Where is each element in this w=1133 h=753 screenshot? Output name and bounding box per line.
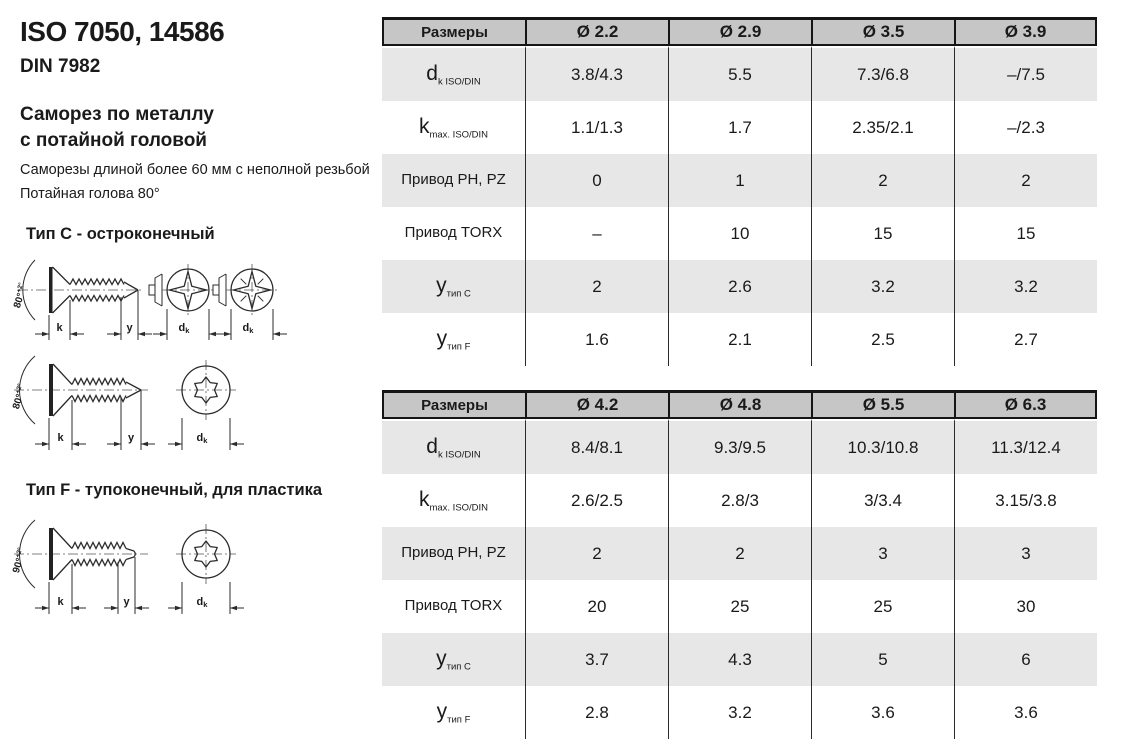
row-label-symbol: y (436, 699, 448, 723)
table-cell: 3.2 (811, 260, 954, 313)
row-label-symbol: k (418, 487, 430, 511)
k-dimension-label: k (57, 596, 64, 608)
row-label (382, 313, 525, 366)
table-cell: 25 (668, 580, 811, 633)
row-label (382, 527, 525, 580)
row-label-symbol: d (426, 61, 438, 85)
table-cell: 2.8/3 (668, 474, 811, 527)
column-header: Ø 4.8 (668, 390, 811, 419)
column-header: Ø 2.9 (668, 17, 811, 46)
product-name-line1: Саморез по металлу (20, 104, 214, 125)
thread-bottom (72, 396, 126, 402)
description-line1: Саморезы длиной более 60 мм с неполной резьбой (20, 162, 370, 178)
table-row (382, 101, 1097, 154)
table-cell: 0 (525, 154, 668, 207)
table-row (382, 207, 1097, 260)
head-profile (213, 274, 226, 306)
table-cell: 9.3/9.5 (668, 419, 811, 474)
table-cell: 2.35/2.1 (811, 101, 954, 154)
angle-label: 90°$^{+2^\circ}$ (11, 546, 26, 575)
arrow-icon (273, 332, 280, 336)
table-cell: –/2.3 (954, 101, 1097, 154)
table-cell: 2 (525, 260, 668, 313)
table-cell: –/7.5 (954, 46, 1097, 101)
table-cell: 5 (811, 633, 954, 686)
dimensions-table-large (382, 390, 1097, 739)
table-cell: 4.3 (668, 633, 811, 686)
arrow-icon (230, 442, 237, 446)
table-cell: 10.3/10.8 (811, 419, 954, 474)
arrow-icon (111, 606, 118, 610)
column-header: Ø 5.5 (811, 390, 954, 419)
y-dimension-label: y (123, 596, 130, 608)
table-cell: 25 (811, 580, 954, 633)
thread-bottom (70, 296, 124, 302)
column-header: Ø 2.2 (525, 17, 668, 46)
row-label (382, 633, 525, 686)
arrow-icon (175, 606, 182, 610)
table-cell: 6 (954, 633, 1097, 686)
thread-top (70, 279, 124, 285)
row-label-subscript: тип C (446, 288, 471, 300)
column-header: Размеры (382, 17, 525, 46)
type-c-screw-drawing-ph-pz (12, 257, 292, 345)
type-f-heading: Тип F - тупоконечный, для пластика (26, 481, 323, 499)
type-c-heading: Тип C - остроконечный (26, 225, 215, 243)
table-cell: 1 (668, 154, 811, 207)
row-label-subscript: тип F (447, 714, 471, 726)
table-cell: 3.6 (811, 686, 954, 739)
table-cell: 20 (525, 580, 668, 633)
arrow-icon (42, 442, 49, 446)
row-label-subscript: тип F (447, 341, 471, 353)
table-cell: 3/3.4 (811, 474, 954, 527)
arrow-icon (72, 442, 79, 446)
arrow-icon (70, 332, 77, 336)
table-cell: 3 (811, 527, 954, 580)
table-row (382, 527, 1097, 580)
description-line2: Потайная голова 80° (20, 186, 160, 202)
table-row (382, 686, 1097, 739)
dk-dimension-label: dk (196, 432, 208, 445)
column-header: Ø 3.9 (954, 17, 1097, 46)
dimensions-table-small (382, 17, 1097, 366)
table-cell: 3.15/3.8 (954, 474, 1097, 527)
screw-head-face (49, 528, 53, 580)
table-cell: 5.5 (668, 46, 811, 101)
row-label (382, 207, 525, 260)
table-cell: 2.6 (668, 260, 811, 313)
row-label-symbol: k (418, 114, 430, 138)
table-cell: 11.3/12.4 (954, 419, 1097, 474)
table-cell: 3.2 (954, 260, 1097, 313)
table-cell: 10 (668, 207, 811, 260)
dk-dimension-lines (168, 582, 244, 614)
thread-top (72, 379, 126, 385)
arrow-icon (138, 332, 145, 336)
y-dimension-label: y (126, 322, 133, 334)
row-label-symbol: y (436, 273, 447, 297)
screw-head-face (49, 267, 53, 313)
row-label-symbol: Привод PH, PZ (401, 544, 506, 562)
table-cell: 1.1/1.3 (525, 101, 668, 154)
table-cell: 2 (525, 527, 668, 580)
row-label (382, 46, 525, 101)
table-cell: 2.1 (668, 313, 811, 366)
column-header: Ø 4.2 (525, 390, 668, 419)
row-label-subscript: k ISO/DIN (437, 76, 481, 88)
table-cell: 2.8 (525, 686, 668, 739)
arrow-icon (72, 606, 79, 610)
table-cell: 15 (811, 207, 954, 260)
column-header: Ø 6.3 (954, 390, 1097, 419)
row-label (382, 580, 525, 633)
y-dimension-label: y (127, 432, 135, 444)
row-label-subscript: тип C (446, 661, 471, 673)
table-cell: 2.5 (811, 313, 954, 366)
table-cell: 3.2 (668, 686, 811, 739)
table-cell: 30 (954, 580, 1097, 633)
table-cell: 2.7 (954, 313, 1097, 366)
table-cell: 3 (954, 527, 1097, 580)
type-f-screw-drawing-torx (10, 516, 250, 618)
row-label-symbol: Привод TORX (404, 224, 503, 242)
table-cell: 15 (954, 207, 1097, 260)
din-standard-subtitle: DIN 7982 (20, 56, 101, 77)
arrow-icon (42, 606, 49, 610)
row-label (382, 154, 525, 207)
table-cell: 3.7 (525, 633, 668, 686)
table-cell: 2 (811, 154, 954, 207)
row-label-subscript: max. ISO/DIN (429, 129, 489, 141)
table-row (382, 313, 1097, 366)
screw-head-face (49, 364, 53, 416)
head-profile (149, 274, 162, 306)
arrow-icon (135, 606, 142, 610)
table-cell: 2 (668, 527, 811, 580)
k-dimension-label: k (56, 322, 63, 334)
table-row (382, 260, 1097, 313)
table-cell: 3.6 (954, 686, 1097, 739)
arrow-icon (224, 332, 231, 336)
product-name (20, 102, 214, 154)
row-label-symbol: Привод PH, PZ (401, 171, 506, 189)
dk-dimension-label: dk (196, 596, 208, 609)
dk-dimension-label: dk (242, 322, 254, 335)
arrow-icon (175, 442, 182, 446)
row-label (382, 260, 525, 313)
row-label-symbol: y (436, 646, 447, 670)
angle-label: 80°$^{+2^\circ}$ (11, 382, 26, 411)
arrow-icon (141, 442, 148, 446)
arrow-icon (114, 442, 121, 446)
row-label-symbol: Привод TORX (404, 597, 503, 615)
dk-dimension-lines (168, 418, 244, 450)
k-dimension-label: k (57, 432, 64, 444)
table-row (382, 474, 1097, 527)
dk-dimension-label: dk (178, 322, 190, 335)
row-label (382, 474, 525, 527)
row-label-subscript: k ISO/DIN (437, 449, 481, 461)
table-cell: 1.7 (668, 101, 811, 154)
table-cell: 1.6 (525, 313, 668, 366)
table-cell: 2 (954, 154, 1097, 207)
table-cell: 3.8/4.3 (525, 46, 668, 101)
table-cell: 2.6/2.5 (525, 474, 668, 527)
arrow-icon (209, 332, 216, 336)
row-label (382, 101, 525, 154)
row-label-symbol: y (436, 326, 448, 350)
table-cell: 7.3/6.8 (811, 46, 954, 101)
arrow-icon (160, 332, 167, 336)
table-row (382, 633, 1097, 686)
arrow-icon (42, 332, 49, 336)
table-header-row (382, 390, 1097, 419)
table-cell: – (525, 207, 668, 260)
product-name-line2: с потайной головой (20, 130, 207, 151)
table-cell: 8.4/8.1 (525, 419, 668, 474)
row-label (382, 686, 525, 739)
thread-top (72, 543, 126, 549)
table-row (382, 580, 1097, 633)
column-header: Ø 3.5 (811, 17, 954, 46)
row-label-symbol: d (426, 434, 438, 458)
row-label-subscript: max. ISO/DIN (429, 502, 489, 514)
arrow-icon (114, 332, 121, 336)
column-header: Размеры (382, 390, 525, 419)
type-c-screw-drawing-torx (10, 352, 250, 454)
table-row (382, 419, 1097, 474)
table-header-row (382, 17, 1097, 46)
page-title: ISO 7050, 14586 (20, 16, 225, 47)
table-row (382, 154, 1097, 207)
table-row (382, 46, 1097, 101)
arrow-icon (230, 606, 237, 610)
angle-label: 80°$^{+2^\circ}$ (12, 281, 27, 310)
row-label (382, 419, 525, 474)
